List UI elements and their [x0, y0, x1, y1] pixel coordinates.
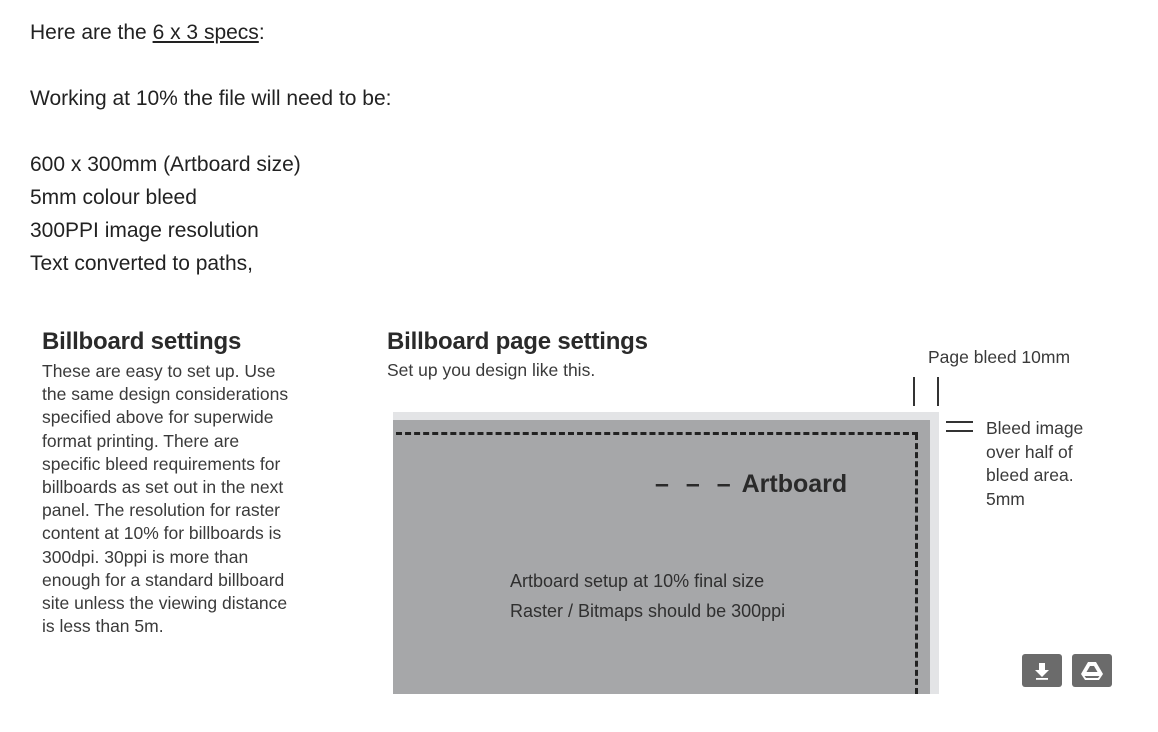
- page-bleed-marker: [937, 377, 939, 406]
- label-line: Bleed image: [986, 418, 1084, 438]
- save-to-drive-button[interactable]: [1072, 654, 1112, 687]
- text-line: specified above for superwide: [42, 407, 274, 428]
- spec-item: 300PPI image resolution: [30, 219, 259, 242]
- page-settings-subtitle: Set up you design like this.: [387, 360, 596, 380]
- text-line: These are easy to set up. Use: [42, 361, 276, 381]
- page-bleed-marker: [913, 377, 915, 406]
- text-line: billboards as set out in the next: [42, 477, 284, 498]
- label-line: bleed area.: [986, 465, 1074, 485]
- spec-item: Text converted to paths,: [30, 252, 253, 275]
- billboard-spec-image: [0, 300, 1158, 732]
- page-settings-title: Billboard page settings: [387, 328, 648, 355]
- text-line: site unless the viewing distance: [42, 593, 288, 614]
- artboard-right-edge: [915, 434, 918, 694]
- artboard-note: [510, 566, 785, 626]
- email-body: [30, 16, 391, 280]
- page-bleed-label: Page bleed 10mm: [928, 347, 1071, 367]
- bleed-image-marker: [946, 421, 973, 423]
- working-line: Working at 10% the file will need to be:: [30, 87, 392, 110]
- text-line: specific bleed requirements for: [42, 453, 281, 474]
- label-line: over half of: [986, 441, 1073, 462]
- intro-line: [30, 16, 391, 49]
- text-line: panel. The resolution for raster: [42, 500, 281, 521]
- text-line: format printing. There are: [42, 430, 240, 451]
- spec-item: 5mm colour bleed: [30, 186, 197, 209]
- bleed-image-label: [986, 417, 1083, 511]
- artboard-legend: [655, 470, 847, 499]
- text-line: is less than 5m.: [42, 616, 164, 637]
- note-line: Raster / Bitmaps should be 300ppi: [510, 601, 786, 621]
- label-line: 5mm: [986, 488, 1025, 509]
- billboard-settings-text: [42, 360, 322, 638]
- artboard-top-edge: [396, 432, 918, 435]
- spec-item: 600 x 300mm (Artboard size): [30, 153, 301, 176]
- bleed-image-marker: [946, 430, 973, 432]
- artboard-legend-label: Artboard: [741, 470, 848, 498]
- download-button[interactable]: [1022, 654, 1062, 687]
- artboard-legend-dashes: – – –: [655, 470, 736, 498]
- text-line: enough for a standard billboard: [42, 569, 285, 590]
- google-drive-icon: [1080, 661, 1104, 681]
- intro-suffix: :: [258, 21, 265, 44]
- text-line: content at 10% for billboards is: [42, 523, 282, 544]
- text-line: 300dpi. 30ppi is more than: [42, 546, 249, 567]
- artboard-area: [393, 420, 930, 694]
- billboard-settings-title: Billboard settings: [42, 328, 242, 355]
- text-line: the same design considerations: [42, 384, 289, 405]
- note-line: Artboard setup at 10% final size: [510, 571, 765, 591]
- download-icon: [1034, 662, 1050, 680]
- intro-prefix: Here are the: [30, 21, 153, 44]
- specs-link[interactable]: 6 x 3 specs: [152, 21, 259, 44]
